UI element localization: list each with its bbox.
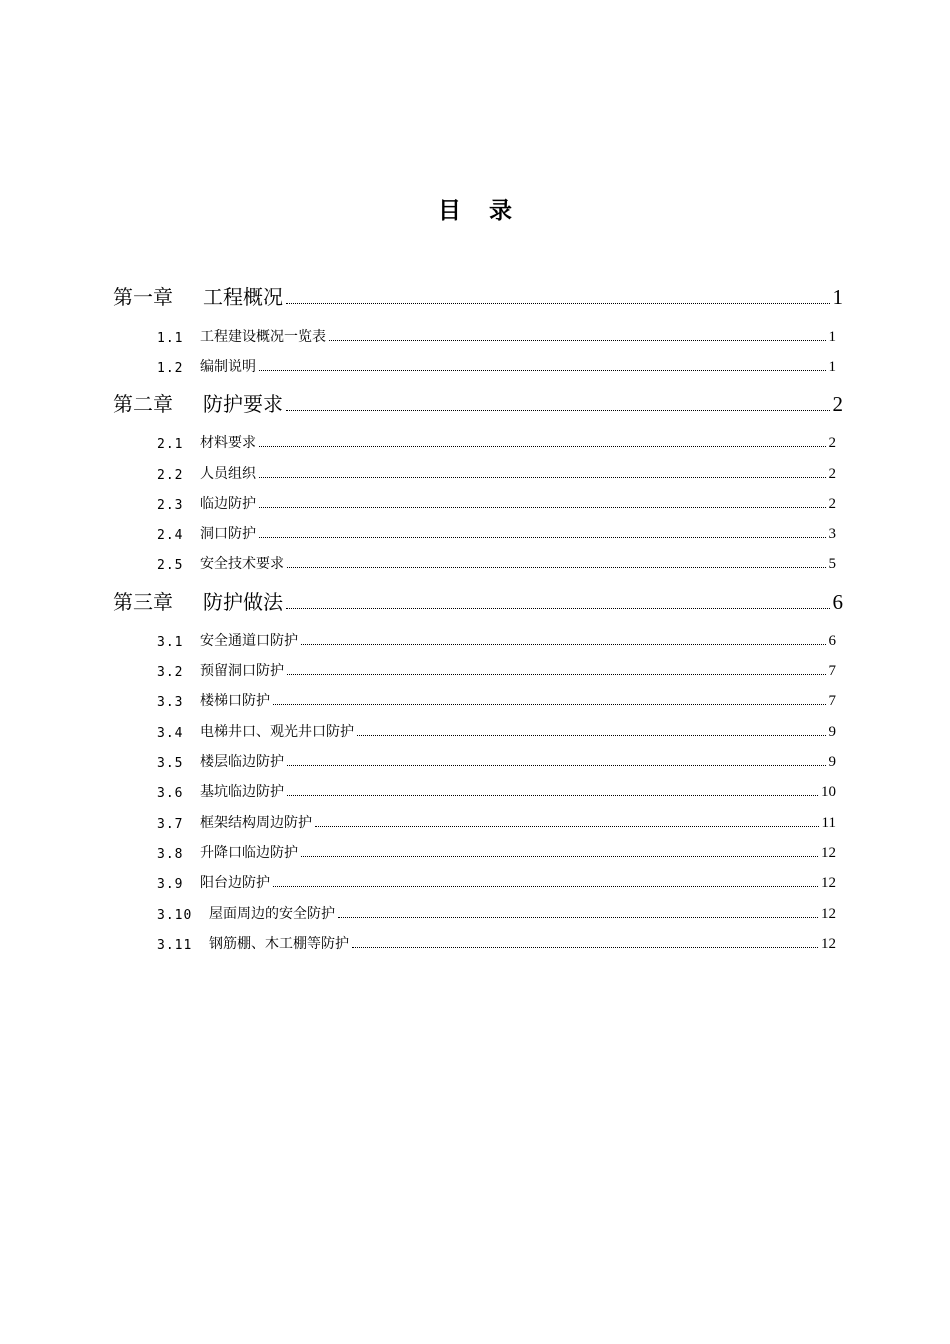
page-number: 11 bbox=[821, 815, 836, 831]
dot-leader bbox=[287, 764, 826, 766]
dot-leader bbox=[286, 607, 830, 609]
section-number: 2.4 bbox=[157, 528, 184, 543]
dot-leader bbox=[286, 302, 830, 304]
chapter-title: 防护做法 bbox=[203, 590, 283, 614]
section-title: 编制说明 bbox=[200, 359, 256, 375]
section-title: 临边防护 bbox=[200, 496, 256, 512]
section-title: 框架结构周边防护 bbox=[200, 815, 312, 831]
toc-section-entry[interactable] bbox=[157, 523, 836, 543]
section-number: 3.2 bbox=[157, 665, 184, 680]
section-title: 钢筋棚、木工棚等防护 bbox=[209, 936, 349, 952]
section-number: 3.7 bbox=[157, 817, 184, 832]
page-number: 2 bbox=[828, 435, 836, 451]
section-number: 1.1 bbox=[157, 331, 184, 346]
page-number: 5 bbox=[828, 556, 836, 572]
page-number: 6 bbox=[828, 633, 836, 649]
toc-section-entry[interactable] bbox=[157, 721, 836, 741]
page-number: 7 bbox=[828, 663, 836, 679]
page-number: 10 bbox=[821, 784, 836, 800]
section-number: 3.8 bbox=[157, 847, 184, 862]
toc-section-entry[interactable] bbox=[157, 751, 836, 771]
chapter-title: 防护要求 bbox=[203, 392, 283, 416]
section-number: 3.11 bbox=[157, 938, 193, 953]
page-number: 12 bbox=[821, 936, 836, 952]
page-number: 3 bbox=[828, 526, 836, 542]
dot-leader bbox=[259, 476, 826, 478]
chapter-number: 第一章 bbox=[113, 285, 173, 309]
chapter-number: 第三章 bbox=[113, 590, 173, 614]
toc-section-entry[interactable] bbox=[157, 630, 836, 650]
dot-leader bbox=[352, 946, 818, 948]
toc-chapter-entry[interactable] bbox=[113, 587, 843, 615]
section-number: 3.1 bbox=[157, 635, 184, 650]
dot-leader bbox=[259, 369, 826, 371]
dot-leader bbox=[287, 794, 818, 796]
section-number: 2.5 bbox=[157, 558, 184, 573]
dot-leader bbox=[338, 916, 818, 918]
toc-section-entry[interactable] bbox=[157, 493, 836, 513]
section-number: 3.6 bbox=[157, 786, 184, 801]
dot-leader bbox=[259, 506, 826, 508]
section-title: 楼层临边防护 bbox=[200, 754, 284, 770]
page-number: 12 bbox=[821, 906, 836, 922]
page-number: 2 bbox=[832, 392, 843, 416]
dot-leader bbox=[357, 734, 826, 736]
chapter-number: 第二章 bbox=[113, 392, 173, 416]
toc-section-entry[interactable] bbox=[157, 933, 836, 953]
page-number: 9 bbox=[828, 754, 836, 770]
toc-section-entry[interactable] bbox=[157, 326, 836, 346]
toc-section-entry[interactable] bbox=[157, 872, 836, 892]
dot-leader bbox=[259, 445, 826, 447]
section-title: 洞口防护 bbox=[200, 526, 256, 542]
title-char-1: 目 bbox=[438, 198, 461, 224]
dot-leader bbox=[315, 825, 819, 827]
toc-section-entry[interactable] bbox=[157, 812, 836, 832]
section-title: 材料要求 bbox=[200, 435, 256, 451]
section-title: 安全通道口防护 bbox=[200, 633, 298, 649]
section-title: 屋面周边的安全防护 bbox=[209, 906, 335, 922]
page-number: 12 bbox=[821, 845, 836, 861]
section-title: 基坑临边防护 bbox=[200, 784, 284, 800]
page-number: 1 bbox=[828, 329, 836, 345]
toc-section-entry[interactable] bbox=[157, 463, 836, 483]
section-number: 3.5 bbox=[157, 756, 184, 771]
section-title: 阳台边防护 bbox=[200, 875, 270, 891]
page-number: 7 bbox=[828, 693, 836, 709]
page-number: 1 bbox=[832, 285, 843, 309]
dot-leader bbox=[329, 339, 826, 341]
page-number: 2 bbox=[828, 496, 836, 512]
section-title: 预留洞口防护 bbox=[200, 663, 284, 679]
section-title: 工程建设概况一览表 bbox=[200, 329, 326, 345]
page-number: 1 bbox=[828, 359, 836, 375]
chapter-title: 工程概况 bbox=[203, 285, 283, 309]
toc-chapter-entry[interactable] bbox=[113, 389, 843, 417]
toc-chapter-entry[interactable] bbox=[113, 282, 843, 310]
section-title: 安全技术要求 bbox=[200, 556, 284, 572]
title-char-2: 录 bbox=[489, 198, 512, 224]
section-number: 2.2 bbox=[157, 468, 184, 483]
toc-section-entry[interactable] bbox=[157, 903, 836, 923]
page-number: 2 bbox=[828, 466, 836, 482]
section-title: 升降口临边防护 bbox=[200, 845, 298, 861]
dot-leader bbox=[286, 409, 830, 411]
toc-section-entry[interactable] bbox=[157, 690, 836, 710]
section-title: 人员组织 bbox=[200, 466, 256, 482]
section-number: 3.9 bbox=[157, 877, 184, 892]
toc-section-entry[interactable] bbox=[157, 660, 836, 680]
toc-section-entry[interactable] bbox=[157, 356, 836, 376]
section-number: 1.2 bbox=[157, 361, 184, 376]
section-title: 楼梯口防护 bbox=[200, 693, 270, 709]
page-number: 9 bbox=[828, 724, 836, 740]
dot-leader bbox=[301, 643, 826, 645]
toc-section-entry[interactable] bbox=[157, 781, 836, 801]
page-number: 6 bbox=[832, 590, 843, 614]
dot-leader bbox=[287, 566, 826, 568]
toc-section-entry[interactable] bbox=[157, 432, 836, 452]
dot-leader bbox=[301, 855, 818, 857]
page-title bbox=[0, 192, 950, 225]
section-number: 2.1 bbox=[157, 437, 184, 452]
dot-leader bbox=[273, 703, 826, 705]
section-number: 3.10 bbox=[157, 908, 193, 923]
section-number: 2.3 bbox=[157, 498, 184, 513]
toc-section-entry[interactable] bbox=[157, 553, 836, 573]
section-title: 电梯井口、观光井口防护 bbox=[200, 724, 354, 740]
page-number: 12 bbox=[821, 875, 836, 891]
dot-leader bbox=[287, 673, 826, 675]
section-number: 3.4 bbox=[157, 726, 184, 741]
toc-section-entry[interactable] bbox=[157, 842, 836, 862]
dot-leader bbox=[259, 536, 826, 538]
dot-leader bbox=[273, 885, 818, 887]
section-number: 3.3 bbox=[157, 695, 184, 710]
